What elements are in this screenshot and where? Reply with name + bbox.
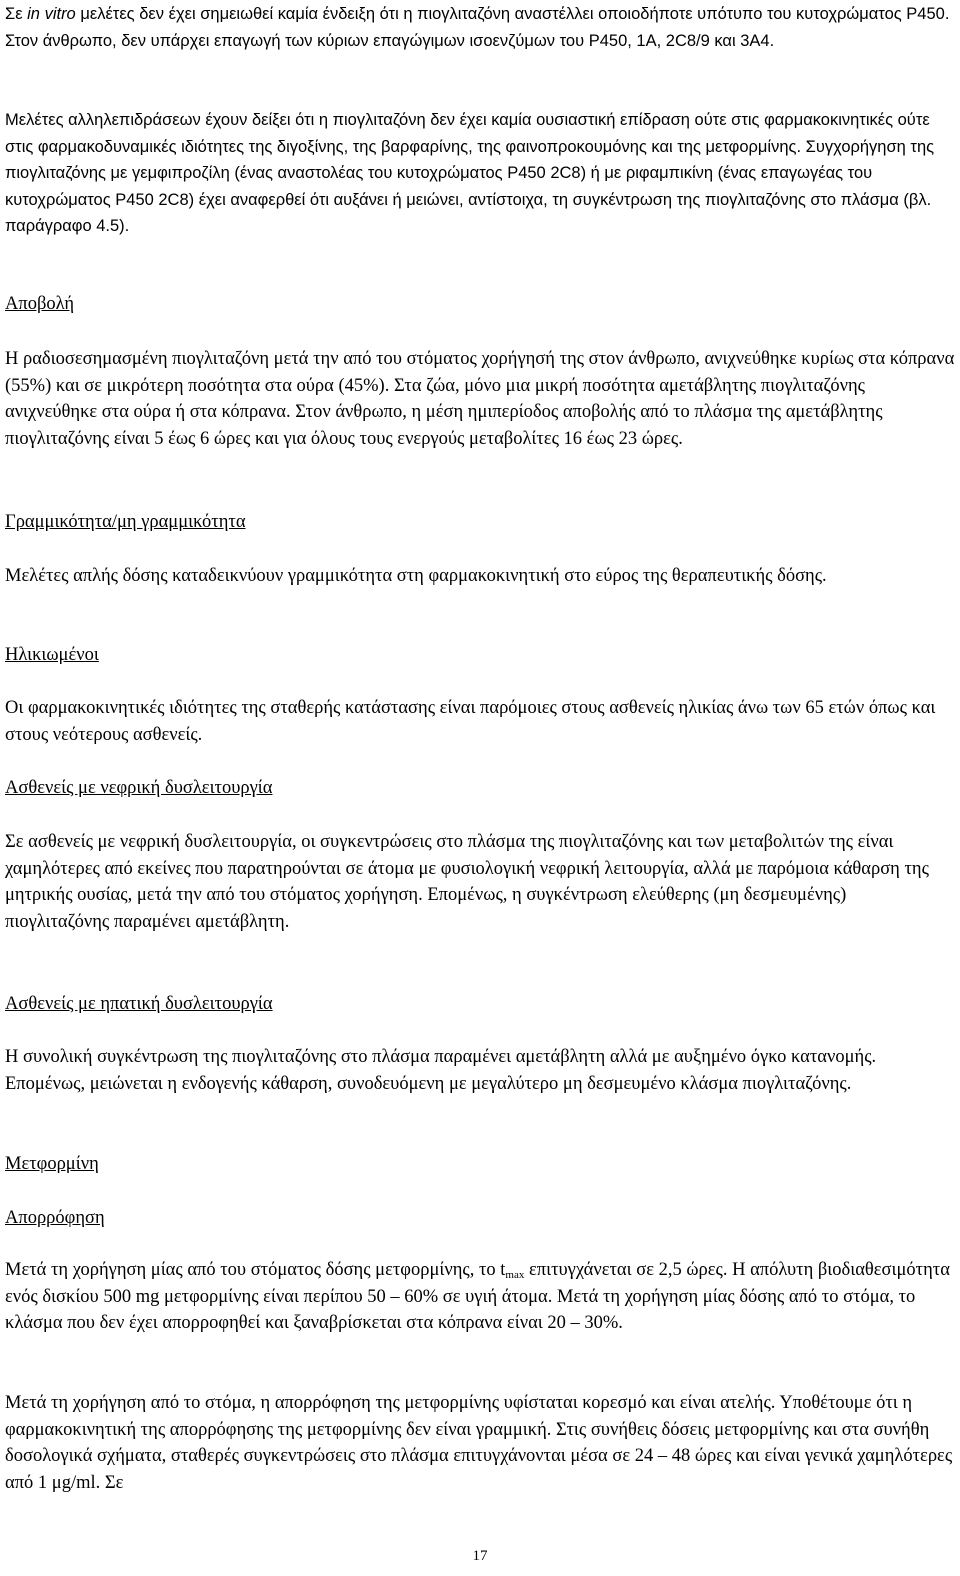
paragraph-absorption-1 (5, 1257, 955, 1337)
paragraph-absorption-2: Μετά τη χορήγηση από το στόμα, η απορρόφηση της μετφορμίνης υφίσταται κορεσμό και είναι ατελής. Υποθέτουμε ότι η φαρμακοκινητική της απορρόφησης της μετφορμίνης δεν είναι γραμμική. Στις συνήθεις δόσεις μετφορμίνης και στα συνήθη δοσολογικά σχήματα, σταθερές συγκεντρώσεις στο πλάσμα επιτυγχάνονται μέσα σε 24 – 48 ώρες και είναι γενικά χαμηλότερες από 1 μg/ml. Σε (5, 1393, 953, 1493)
heading-hepatic-impairment: Ασθενείς με ηπατική δυσλειτουργία (5, 994, 273, 1014)
heading-elimination: Αποβολή (5, 294, 75, 314)
italic-text: in vitro (27, 5, 76, 23)
paragraph-linearity: Μελέτες απλής δόσης καταδεικνύουν γραμμικότητα στη φαρμακοκινητική στο εύρος της θεραπευτικής δόσης. (5, 566, 827, 586)
paragraph-in-vitro-studies (5, 1, 955, 54)
heading-renal-impairment: Ασθενείς με νεφρική δυσλειτουργία (5, 778, 273, 798)
heading-absorption: Απορρόφηση (5, 1208, 105, 1228)
paragraph-elderly: Οι φαρμακοκινητικές ιδιότητες της σταθερής κατάστασης είναι παρόμοιες στους ασθενείς ηλικίας άνω των 65 ετών όπως και στους νεότερους ασθενείς. (5, 698, 936, 745)
paragraph-hepatic-impairment: Η συνολική συγκέντρωση της πιογλιταζόνης στο πλάσμα παραμένει αμετάβλητη αλλά με αυξημένο όγκο κατανομής. Επομένως, μειώνεται η ενδογενής κάθαρση, συνοδευόμενη με μεγαλύτερο μη δεσμευμένο κλάσμα πιογλιταζόνης. (5, 1047, 877, 1094)
heading-linearity: Γραμμικότητα/μη γραμμικότητα (5, 512, 246, 532)
text-segment: μελέτες δεν έχει σημειωθεί καμία ένδειξη ότι η πιογλιταζόνη αναστέλλει οποιοδήποτε υπότυπο του κυτοχρώματος P450. Στον άνθρωπο, δεν υπάρχει επαγωγή των κύριων επαγώγιμων ισοενζύμων του P450, 1A, 2C8/9 και 3A4. (5, 5, 950, 50)
text-segment: Μετά τη χορήγηση μίας από του στόματος δόσης μετφορμίνης, το t (5, 1260, 506, 1280)
paragraph-interactions (5, 107, 955, 240)
text-segment: Συγχορήγηση της πιογλιταζόνης με γεμφιπροζίλη (ένας αναστολέας του κυτοχρώματος P450 2C8) ή με ριφαμπικίνη (ένας επαγωγέας του κυτοχρώματος P450 2C8) έχει αναφερθεί ότι αυξάνει ή μειώνει, αντίστοιχα, τη συγκέντρωση της πιογλιταζόνης στο πλάσμα (βλ. παράγραφο 4.5). (5, 137, 935, 235)
text-segment: επιτυγχάνεται σε 2,5 ώρες. Η απόλυτη βιοδιαθεσιμότητα ενός δισκίου 500 mg μετφορμίνης είναι περίπου 50 – 60% σε υγιή άτομα. Μετά τη χορήγηση μίας δόσης από το στόμα, το κλάσμα που δεν έχει απορροφηθεί και ξαναβρίσκεται στα κόπρανα είναι 20 – 30%. (5, 1260, 950, 1333)
heading-metformin: Μετφορμίνη (5, 1154, 99, 1174)
text-segment: Μελέτες αλληλεπιδράσεων έχουν δείξει ότι η πιογλιταζόνη δεν έχει καμία ουσιαστική επίδραση ούτε στις φαρμακοκινητικές ούτε στις φαρμακοδυναμικές ιδιότητες της διγοξίνης, της βαρφαρίνης, της φαινοπροκουμόνης και της μετφορμίνης. (5, 111, 930, 156)
paragraph-renal-impairment: Σε ασθενείς με νεφρική δυσλειτουργία, οι συγκεντρώσεις στο πλάσμα της πιογλιταζόνης και των μεταβολιτών της είναι χαμηλότερες από εκείνες που παρατηρούνται σε άτομα με φυσιολογική νεφρική λειτουργία, αλλά με παρόμοια κάθαρση της μητρικής ουσίας, μετά την από του στόματος χορήγηση. Επομένως, η συγκέντρωση ελεύθερης (μη δεσμευμένης) πιογλιταζόνης παραμένει αμετάβλητη. (5, 832, 929, 932)
heading-elderly: Ηλικιωμένοι (5, 645, 99, 665)
paragraph-elimination: Η ραδιοσεσημασμένη πιογλιταζόνη μετά την από του στόματος χορήγησή της στον άνθρωπο, ανιχνεύθηκε κυρίως στα κόπρανα (55%) και σε μικρότερη ποσότητα στα ούρα (45%). Στα ζώα, μόνο μια μικρή ποσότητα αμετάβλητης πιογλιταζόνης ανιχνεύθηκε στα ούρα ή στα κόπρανα. Στον άνθρωπο, η μέση ημιπερίοδος αποβολής από το πλάσμα της αμετάβλητης πιογλιταζόνης είναι 5 έως 6 ώρες και για όλους τους ενεργούς μεταβολίτες 16 έως 23 ώρες. (5, 349, 955, 449)
subscript: max (505, 1269, 525, 1281)
page-number: 17 (472, 1548, 488, 1564)
text-segment: Σε (5, 5, 28, 23)
